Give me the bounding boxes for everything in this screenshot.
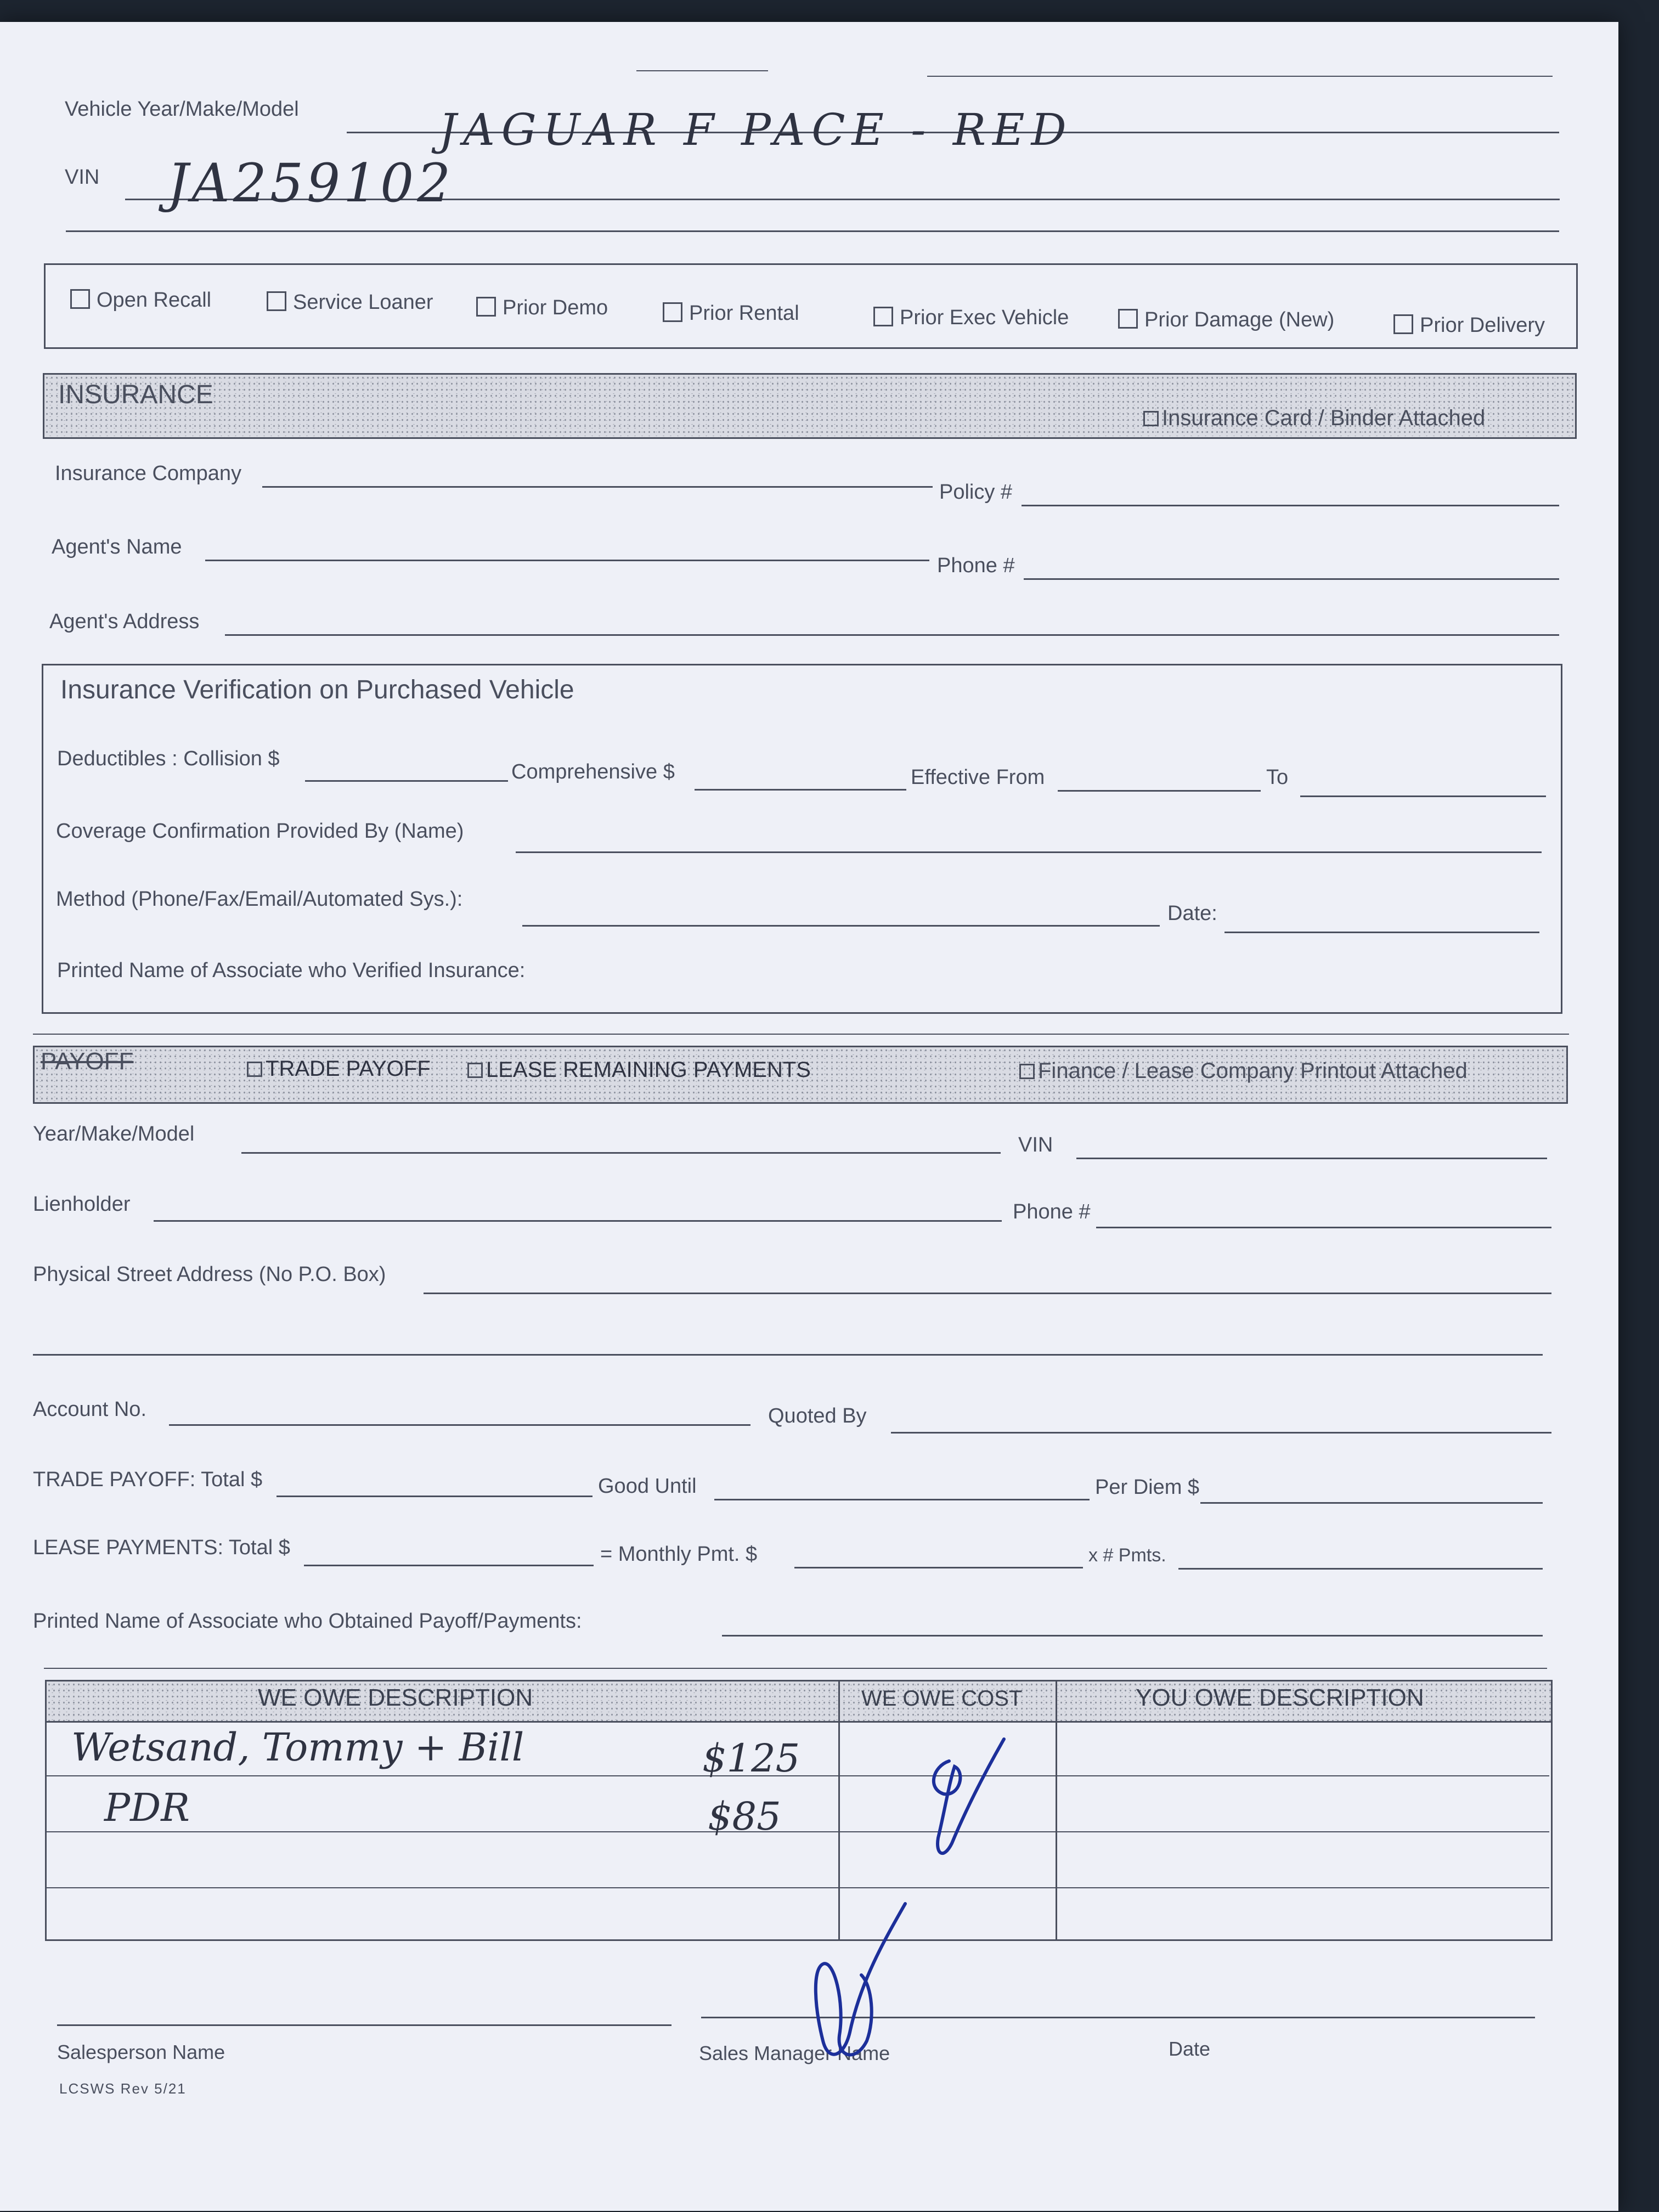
monthly-payment-label: = Monthly Pmt. $	[600, 1543, 758, 1566]
owe-row-description[interactable]: PDR	[104, 1785, 190, 1830]
insurance-company-label: Insurance Company	[55, 462, 242, 485]
printout-attached-label: Finance / Lease Company Printout Attached	[1038, 1059, 1468, 1083]
lease-payments-total-label: LEASE PAYMENTS: Total $	[33, 1536, 290, 1559]
num-payments-label: x # Pmts.	[1088, 1545, 1166, 1566]
prior-demo-checkbox[interactable]	[476, 296, 608, 320]
effective-from-label: Effective From	[911, 766, 1045, 789]
payoff-ymm-field[interactable]	[241, 1152, 1001, 1154]
open-recall-label: Open Recall	[97, 289, 212, 312]
section-rule	[33, 1034, 1569, 1035]
street-address-field-2[interactable]	[33, 1354, 1543, 1356]
policy-field[interactable]	[1022, 505, 1559, 506]
comprehensive-field[interactable]	[695, 789, 906, 791]
owe-row-amount[interactable]: $85	[708, 1794, 781, 1839]
coverage-confirmation-label: Coverage Confirmation Provided By (Name)	[56, 820, 464, 843]
comprehensive-label: Comprehensive $	[511, 760, 675, 783]
checkbox-icon	[873, 307, 893, 326]
form-page	[0, 22, 1618, 2211]
prior-demo-label: Prior Demo	[503, 296, 608, 319]
method-label: Method (Phone/Fax/Email/Automated Sys.):	[56, 888, 463, 911]
prior-damage-label: Prior Damage (New)	[1144, 308, 1335, 331]
effective-to-field[interactable]	[1300, 795, 1546, 797]
account-no-label: Account No.	[33, 1398, 146, 1421]
form-code: LCSWS Rev 5/21	[59, 2080, 187, 2097]
collision-deductible-label: Deductibles : Collision $	[57, 747, 280, 770]
lienholder-label: Lienholder	[33, 1193, 131, 1216]
per-diem-label: Per Diem $	[1095, 1476, 1200, 1499]
collision-deductible-field[interactable]	[305, 780, 508, 782]
agent-phone-label: Phone #	[937, 554, 1015, 577]
trade-payoff-checkbox[interactable]	[247, 1057, 431, 1081]
verified-by-label: Printed Name of Associate who Verified Insurance:	[57, 959, 526, 982]
owe-table-divider	[1056, 1680, 1057, 1939]
lienholder-phone-label: Phone #	[1013, 1200, 1091, 1223]
checkbox-icon	[247, 1062, 262, 1077]
num-payments-field[interactable]	[1178, 1568, 1543, 1570]
checkbox-icon	[1143, 411, 1159, 426]
owe-row-description[interactable]: Wetsand, Tommy + Bill	[71, 1725, 524, 1770]
you-owe-description-header: YOU OWE DESCRIPTION	[1136, 1684, 1424, 1711]
lienholder-phone-field[interactable]	[1096, 1227, 1551, 1228]
quoted-by-field[interactable]	[891, 1432, 1551, 1434]
salesperson-label: Salesperson Name	[57, 2041, 225, 2063]
policy-label: Policy #	[939, 481, 1013, 504]
prior-exec-vehicle-label: Prior Exec Vehicle	[900, 306, 1069, 329]
lease-remaining-label: LEASE REMAINING PAYMENTS	[486, 1058, 811, 1082]
signature-date-label: Date	[1169, 2038, 1211, 2060]
insurance-title: INSURANCE	[58, 380, 213, 409]
account-no-field[interactable]	[169, 1424, 751, 1426]
service-loaner-checkbox[interactable]	[267, 291, 433, 314]
checkbox-icon	[267, 291, 286, 311]
payoff-title: PAYOFF	[41, 1048, 134, 1075]
sales-manager-signature-mark	[790, 1898, 933, 2074]
per-diem-field[interactable]	[1200, 1502, 1543, 1504]
payoff-vin-field[interactable]	[1076, 1158, 1547, 1159]
agent-name-label: Agent's Name	[52, 535, 182, 558]
owe-table-row-line	[45, 1831, 1549, 1832]
trade-payoff-total-field[interactable]	[276, 1496, 592, 1497]
method-field[interactable]	[522, 925, 1160, 927]
checkbox-icon	[467, 1063, 483, 1078]
open-recall-checkbox[interactable]	[70, 289, 211, 312]
street-address-label: Physical Street Address (No P.O. Box)	[33, 1263, 386, 1286]
lease-payments-total-field[interactable]	[304, 1565, 594, 1566]
payoff-vin-label: VIN	[1018, 1133, 1053, 1156]
payoff-ymm-label: Year/Make/Model	[33, 1122, 195, 1146]
checkbox-icon	[70, 289, 90, 309]
we-owe-cost-header: WE OWE COST	[861, 1686, 1023, 1711]
owe-row-amount[interactable]: $125	[702, 1736, 800, 1781]
prior-delivery-checkbox[interactable]	[1393, 314, 1545, 337]
payoff-obtained-by-label: Printed Name of Associate who Obtained Payoff/Payments:	[33, 1610, 582, 1633]
vehicle-ymm-label: Vehicle Year/Make/Model	[65, 98, 299, 121]
verification-date-label: Date:	[1167, 902, 1217, 925]
vin-label: VIN	[65, 166, 100, 189]
good-until-label: Good Until	[598, 1475, 697, 1498]
insurance-card-attached-checkbox[interactable]	[1143, 406, 1485, 431]
insurance-company-field[interactable]	[262, 486, 933, 488]
checkbox-icon	[1118, 309, 1138, 329]
agent-name-field[interactable]	[205, 560, 929, 561]
vin-underline-2	[66, 230, 1559, 232]
prior-rental-label: Prior Rental	[689, 302, 799, 325]
top-rule	[636, 70, 768, 71]
salesperson-signature-line[interactable]	[57, 2024, 672, 2026]
prior-damage-checkbox[interactable]	[1118, 308, 1334, 332]
monthly-payment-field[interactable]	[794, 1567, 1083, 1568]
prior-exec-vehicle-checkbox[interactable]	[873, 306, 1069, 330]
top-rule	[927, 76, 1553, 77]
payoff-obtained-by-field[interactable]	[722, 1635, 1543, 1637]
quoted-by-label: Quoted By	[768, 1404, 867, 1427]
effective-from-field[interactable]	[1058, 790, 1261, 792]
lienholder-field[interactable]	[154, 1220, 1002, 1222]
checkbox-icon	[663, 302, 682, 322]
vehicle-ymm-value[interactable]: JAGUAR F PACE - RED	[439, 104, 1073, 155]
verification-date-field[interactable]	[1224, 932, 1539, 933]
trade-payoff-label: TRADE PAYOFF	[266, 1057, 431, 1081]
coverage-confirmation-field[interactable]	[516, 851, 1542, 853]
prior-rental-checkbox[interactable]	[663, 302, 799, 325]
good-until-field[interactable]	[714, 1499, 1090, 1500]
section-rule	[44, 1668, 1547, 1669]
checkbox-icon	[1393, 314, 1413, 334]
owe-table-row-line	[45, 1887, 1549, 1888]
vin-value[interactable]: JA259102	[167, 153, 454, 214]
agent-address-field[interactable]	[225, 634, 1559, 636]
sales-manager-label: Sales Manager Name	[699, 2042, 890, 2064]
we-owe-description-header: WE OWE DESCRIPTION	[258, 1684, 533, 1711]
agent-phone-field[interactable]	[1024, 578, 1559, 580]
insurance-card-attached-label: Insurance Card / Binder Attached	[1162, 406, 1486, 430]
checkbox-icon	[1019, 1064, 1035, 1079]
effective-to-label: To	[1266, 766, 1289, 789]
street-address-field[interactable]	[424, 1293, 1551, 1294]
we-owe-cost-initials-mark	[911, 1728, 1020, 1871]
agent-address-label: Agent's Address	[49, 610, 200, 633]
lease-remaining-checkbox[interactable]	[467, 1058, 811, 1082]
checkbox-icon	[476, 297, 496, 317]
prior-delivery-label: Prior Delivery	[1420, 314, 1545, 337]
service-loaner-label: Service Loaner	[293, 291, 433, 314]
verification-title: Insurance Verification on Purchased Vehicle	[60, 675, 574, 704]
trade-payoff-total-label: TRADE PAYOFF: Total $	[33, 1468, 263, 1491]
printout-attached-checkbox[interactable]	[1019, 1059, 1468, 1084]
